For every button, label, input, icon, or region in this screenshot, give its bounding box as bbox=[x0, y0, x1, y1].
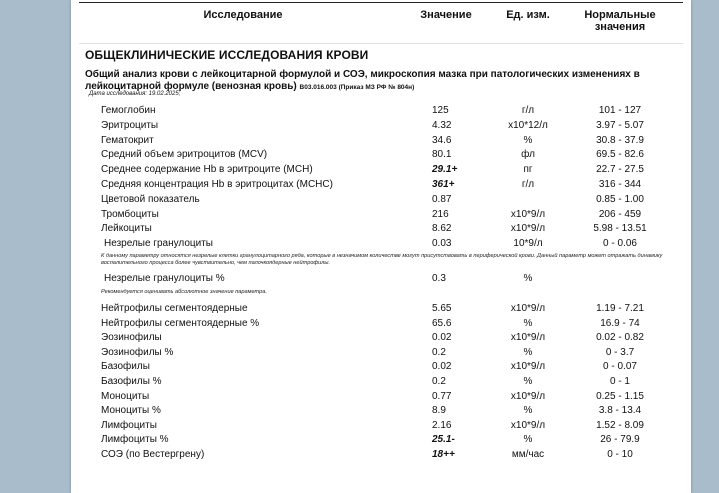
row-reference: 0 - 0.07 bbox=[603, 361, 637, 373]
row-unit: x10*9/л bbox=[510, 361, 546, 373]
row-unit: x10*12/л bbox=[508, 119, 548, 131]
column-header-value: Значение bbox=[420, 9, 472, 21]
row-value: 0.87 bbox=[432, 193, 452, 205]
row-unit: г/л bbox=[521, 179, 535, 190]
row-name: Лимфоциты bbox=[101, 419, 157, 431]
table-row bbox=[71, 105, 691, 119]
row-value: 8.62 bbox=[432, 223, 452, 235]
row-unit: x10*9/л bbox=[510, 208, 546, 220]
row-value: 0.02 bbox=[432, 361, 452, 373]
row-value: 125 bbox=[432, 105, 449, 116]
row-name: СОЭ (по Вестергрену) bbox=[101, 449, 205, 460]
row-reference: 22.7 - 27.5 bbox=[596, 164, 644, 176]
row-value: 361+ bbox=[432, 179, 455, 190]
table-row bbox=[71, 179, 691, 193]
row-reference: 101 - 127 bbox=[598, 105, 642, 116]
row-name: Эритроциты bbox=[101, 119, 159, 131]
row-name: Гемоглобин bbox=[101, 105, 156, 116]
row-unit: г/л bbox=[521, 105, 535, 116]
row-value: 25.1- bbox=[432, 434, 455, 446]
row-unit: x10*9/л bbox=[510, 332, 546, 344]
row-reference: 1.19 - 7.21 bbox=[596, 303, 644, 314]
row-reference: 0 - 1 bbox=[609, 376, 630, 387]
row-reference: 206 - 459 bbox=[598, 208, 642, 220]
row-value: 80.1 bbox=[432, 149, 452, 161]
top-divider bbox=[79, 2, 683, 3]
row-name: Лимфоциты % bbox=[101, 434, 169, 446]
row-value: 0.3 bbox=[432, 273, 446, 284]
row-unit: % bbox=[523, 134, 533, 146]
table-row bbox=[71, 120, 691, 134]
row-name: Незрелые гранулоциты bbox=[104, 238, 213, 250]
row-value: 0.2 bbox=[432, 376, 446, 387]
table-row bbox=[71, 194, 691, 208]
row-name: Эозинофилы bbox=[101, 332, 162, 344]
row-reference: 0 - 3.7 bbox=[605, 346, 635, 358]
row-unit: пг bbox=[523, 164, 533, 176]
row-unit: x10*9/л bbox=[510, 390, 546, 402]
table-row bbox=[71, 223, 691, 237]
row-reference: 0 - 0.06 bbox=[603, 238, 637, 250]
row-name: Средняя концентрация Hb в эритроцитах (MCHC) bbox=[101, 179, 333, 190]
row-name: Базофилы bbox=[101, 361, 150, 373]
row-name: Гематокрит bbox=[101, 134, 154, 146]
table-row bbox=[71, 303, 691, 317]
row-unit: x10*9/л bbox=[510, 303, 546, 314]
row-name: Нейтрофилы сегментоядерные % bbox=[101, 317, 260, 329]
table-row bbox=[71, 164, 691, 178]
row-name: Тромбоциты bbox=[101, 208, 159, 220]
table-row bbox=[71, 361, 691, 375]
row-reference: 1.52 - 8.09 bbox=[596, 419, 644, 431]
section-title: ОБЩЕКЛИНИЧЕСКИЕ ИССЛЕДОВАНИЯ КРОВИ bbox=[85, 48, 369, 62]
table-row bbox=[71, 420, 691, 434]
row-reference: 16.9 - 74 bbox=[600, 317, 640, 329]
row-name: Среднее содержание Hb в эритроците (MCH) bbox=[101, 164, 313, 176]
row-reference: 0.02 - 0.82 bbox=[596, 332, 644, 344]
row-value: 0.2 bbox=[432, 346, 446, 358]
row-unit: % bbox=[523, 317, 533, 329]
row-name: Моноциты % bbox=[101, 405, 161, 417]
row-reference: 26 - 79.9 bbox=[600, 434, 640, 446]
row-unit: x10*9/л bbox=[510, 419, 546, 431]
row-unit: % bbox=[523, 376, 533, 387]
row-reference: 3.97 - 5.07 bbox=[596, 119, 644, 131]
table-row bbox=[71, 332, 691, 346]
table-row bbox=[71, 273, 691, 287]
table-row bbox=[71, 376, 691, 390]
table-row bbox=[71, 318, 691, 332]
row-reference: 0 - 10 bbox=[607, 449, 633, 460]
table-row bbox=[71, 209, 691, 223]
row-reference: 30.8 - 37.9 bbox=[596, 134, 644, 146]
note-absolute-value: Рекомендуется оценивать абсолютное значение параметра. bbox=[101, 289, 267, 295]
analysis-code: B03.016.003 (Приказ МЗ РФ № 804н) bbox=[299, 83, 415, 91]
row-name: Эозинофилы % bbox=[101, 346, 174, 358]
note-immature-granulocytes: К данному параметру относятся незрелые клетки гранулоцитарного ряда, которые в незначимом количестве могут присутствовать в периферической крови. Данный параметр может отражать динамику воспалительного процесса более чувствительно, чем палочкоядерные нейтрофилы. bbox=[101, 253, 663, 266]
row-unit: фл bbox=[521, 149, 535, 161]
section-divider bbox=[79, 43, 683, 44]
row-name: Средний объем эритроцитов (MCV) bbox=[101, 149, 268, 161]
table-row bbox=[71, 135, 691, 149]
table-row bbox=[71, 449, 691, 463]
table-row bbox=[71, 347, 691, 361]
row-value: 0.03 bbox=[432, 238, 452, 250]
row-value: 65.6 bbox=[432, 317, 452, 329]
analysis-name: Общий анализ крови с лейкоцитарной формулой и СОЭ, микроскопия мазка при патологических изменениях в лейкоцитарной формуле (венозная кровь) bbox=[85, 69, 640, 92]
row-unit: 10*9/л bbox=[513, 238, 543, 250]
row-reference: 5.98 - 13.51 bbox=[593, 223, 647, 235]
row-value: 29.1+ bbox=[432, 164, 458, 176]
row-name: Моноциты bbox=[101, 390, 150, 402]
row-value: 216 bbox=[432, 208, 449, 220]
row-value: 18++ bbox=[432, 449, 455, 460]
table-row bbox=[71, 391, 691, 405]
column-header-unit: Ед. изм. bbox=[506, 9, 550, 21]
analysis-date: Дата исследования: 19.02.2025; bbox=[89, 91, 181, 97]
column-header-reference: Нормальные значения bbox=[584, 9, 656, 33]
row-value: 2.16 bbox=[432, 419, 452, 431]
row-unit: % bbox=[523, 405, 533, 417]
row-reference: 69.5 - 82.6 bbox=[596, 149, 644, 161]
row-reference: 0.85 - 1.00 bbox=[596, 193, 644, 205]
row-reference: 316 - 344 bbox=[598, 179, 642, 190]
row-value: 5.65 bbox=[432, 303, 452, 314]
row-value: 8.9 bbox=[432, 405, 446, 417]
row-value: 34.6 bbox=[432, 134, 452, 146]
row-name: Лейкоциты bbox=[101, 223, 152, 235]
row-name: Нейтрофилы сегментоядерные bbox=[101, 303, 248, 314]
table-row bbox=[71, 149, 691, 163]
row-unit: мм/час bbox=[511, 449, 545, 460]
column-header-test: Исследование bbox=[203, 9, 283, 21]
row-reference: 0.25 - 1.15 bbox=[596, 390, 644, 402]
row-reference: 3.8 - 13.4 bbox=[598, 405, 642, 417]
row-name: Цветовой показатель bbox=[101, 193, 200, 205]
row-value: 4.32 bbox=[432, 119, 452, 131]
table-row bbox=[71, 405, 691, 419]
analysis-title bbox=[85, 69, 675, 93]
table-row bbox=[71, 434, 691, 448]
row-value: 0.02 bbox=[432, 332, 452, 344]
row-value: 0.77 bbox=[432, 390, 452, 402]
row-unit: % bbox=[523, 346, 533, 358]
row-name: Незрелые гранулоциты % bbox=[104, 273, 225, 284]
row-unit: % bbox=[523, 273, 533, 284]
table-row bbox=[71, 238, 691, 252]
row-unit: % bbox=[523, 434, 533, 446]
row-name: Базофилы % bbox=[101, 376, 162, 387]
row-unit: x10*9/л bbox=[510, 223, 546, 235]
report-page bbox=[71, 0, 691, 493]
